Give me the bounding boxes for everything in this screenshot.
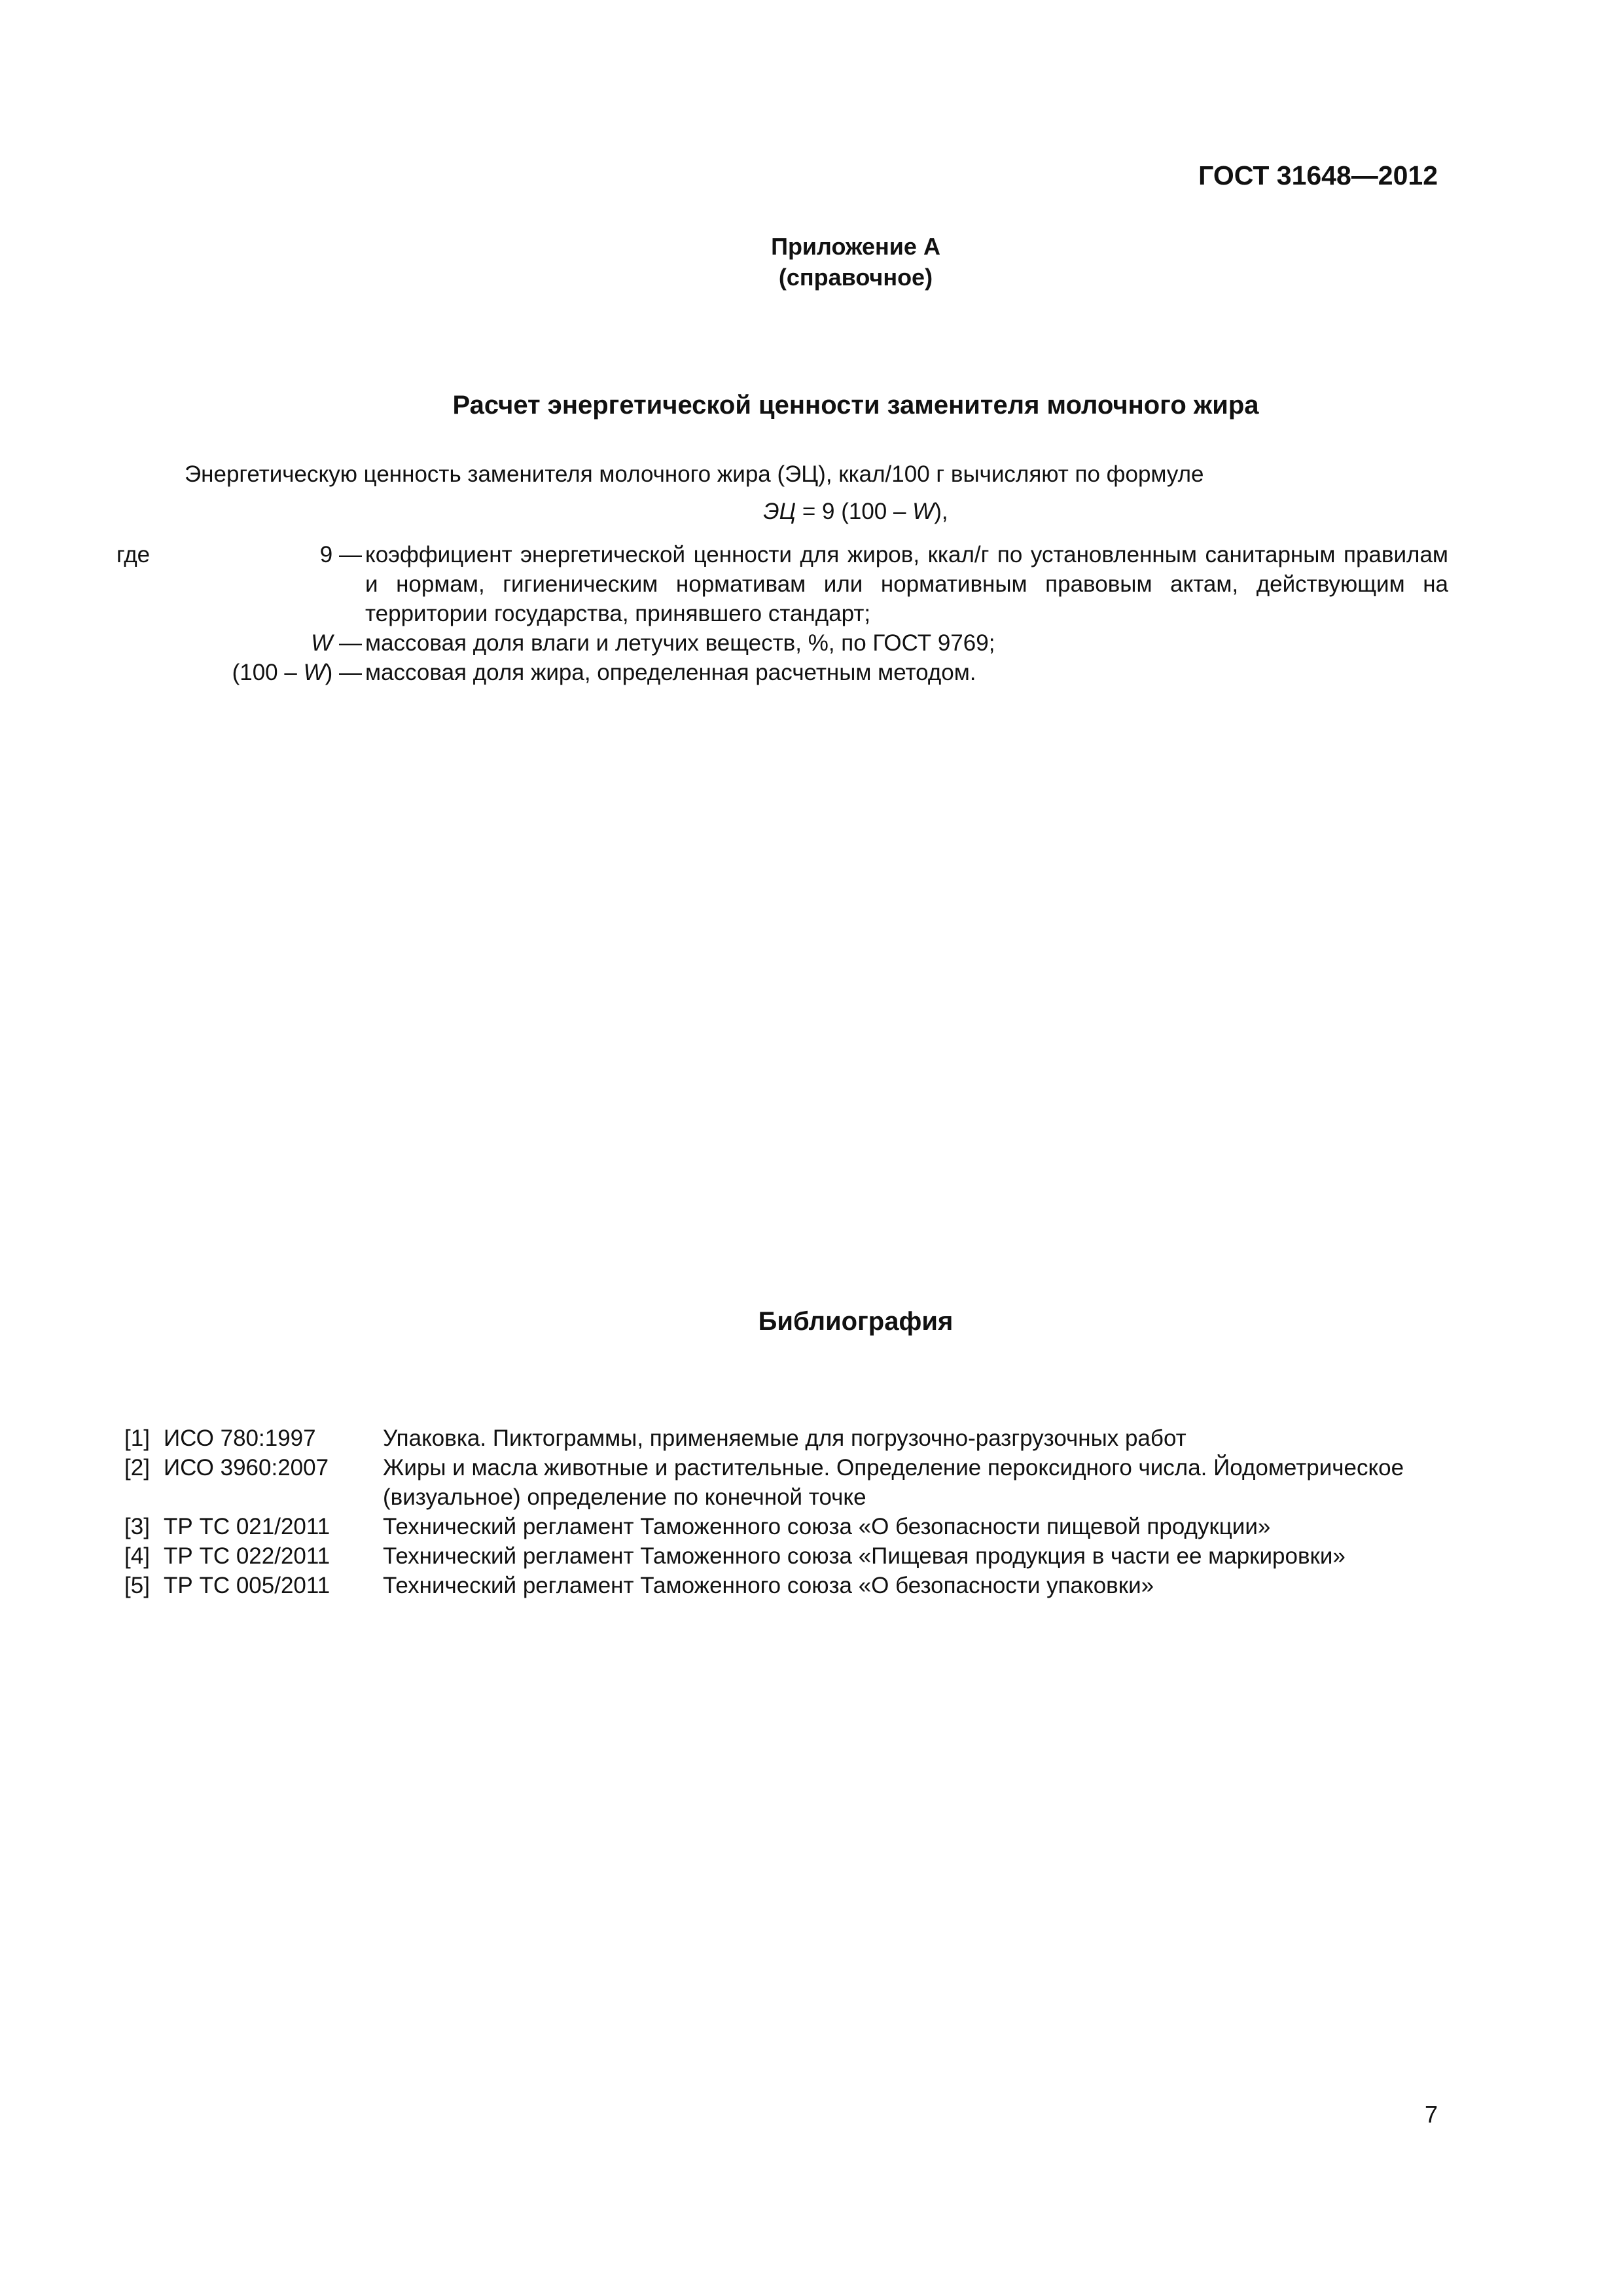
entry-code: ТР ТС 005/2011 — [164, 1573, 330, 1598]
where-label: где — [116, 542, 151, 567]
bibliography-entry — [124, 1512, 1453, 1541]
entry-text: Технический регламент Таможенного союза «О безопасности упаковки» — [383, 1573, 1154, 1598]
entry-text: Упаковка. Пиктограммы, применяемые для погрузочно-разгрузочных работ — [383, 1426, 1186, 1451]
entry-code: ИСО 3960:2007 — [164, 1455, 329, 1480]
entry-text: Жиры и масла животные и растительные. Определение пероксидного числа. Йодометрическое (визуальное) определение по конечной точке — [383, 1455, 1404, 1510]
definition-symbol: 9 — — [319, 542, 362, 567]
definition-symbol: (100 – W) — — [232, 660, 362, 685]
entry-code: ТР ТС 021/2011 — [164, 1514, 330, 1539]
bibliography-list — [124, 1424, 1453, 1600]
formula-lhs: ЭЦ — [763, 499, 796, 524]
formula — [88, 499, 1623, 525]
definition-text: массовая доля влаги и летучих веществ, %, по ГОСТ 9769; — [365, 630, 995, 656]
entry-number: [1] — [124, 1426, 150, 1451]
definition-row — [116, 658, 1448, 687]
definition-row — [116, 628, 1448, 658]
page-number: 7 — [1424, 2101, 1438, 2128]
definition-text: массовая доля жира, определенная расчетным методом. — [365, 660, 976, 685]
bibliography-entry — [124, 1571, 1453, 1600]
intro-paragraph — [185, 461, 1204, 488]
appendix-heading — [88, 231, 1623, 293]
entry-number: [2] — [124, 1455, 150, 1480]
entry-number: [4] — [124, 1543, 150, 1569]
formula-variable: W — [912, 499, 935, 524]
document-code: ГОСТ 31648—2012 — [1198, 160, 1438, 190]
entry-text: Технический регламент Таможенного союза «Пищевая продукция в части ее маркировки» — [383, 1543, 1346, 1569]
entry-number: [5] — [124, 1573, 150, 1598]
definition-symbol: W — — [311, 630, 362, 656]
bibliography-entry — [124, 1424, 1453, 1453]
bibliography-entry — [124, 1453, 1453, 1512]
entry-code: ИСО 780:1997 — [164, 1426, 316, 1451]
bibliography-title: Библиография — [758, 1307, 954, 1336]
entry-code: ТР ТС 022/2011 — [164, 1543, 330, 1569]
definition-row — [116, 540, 1448, 628]
intro-text: Энергетическую ценность заменителя молочного жира (ЭЦ), ккал/100 г вычисляют по формуле — [185, 461, 1204, 487]
definition-text: коэффициент энергетической ценности для жиров, ккал/г по установленным санитарным правилам и нормам, гигиеническим нормативам или нормативным правовым актам, действующим на территории государства, принявшего стандарт; — [365, 542, 1448, 626]
bibliography-entry — [124, 1541, 1453, 1571]
appendix-subtitle: (справочное) — [778, 264, 933, 291]
section-title: Расчет энергетической ценности заменителя молочного жира — [452, 391, 1259, 420]
formula-end: ), — [934, 499, 948, 524]
entry-text: Технический регламент Таможенного союза «О безопасности пищевой продукции» — [383, 1514, 1271, 1539]
appendix-title: Приложение А — [771, 233, 940, 260]
formula-middle: = 9 (100 – — [796, 499, 913, 524]
definitions-list — [116, 540, 1448, 687]
entry-number: [3] — [124, 1514, 150, 1539]
